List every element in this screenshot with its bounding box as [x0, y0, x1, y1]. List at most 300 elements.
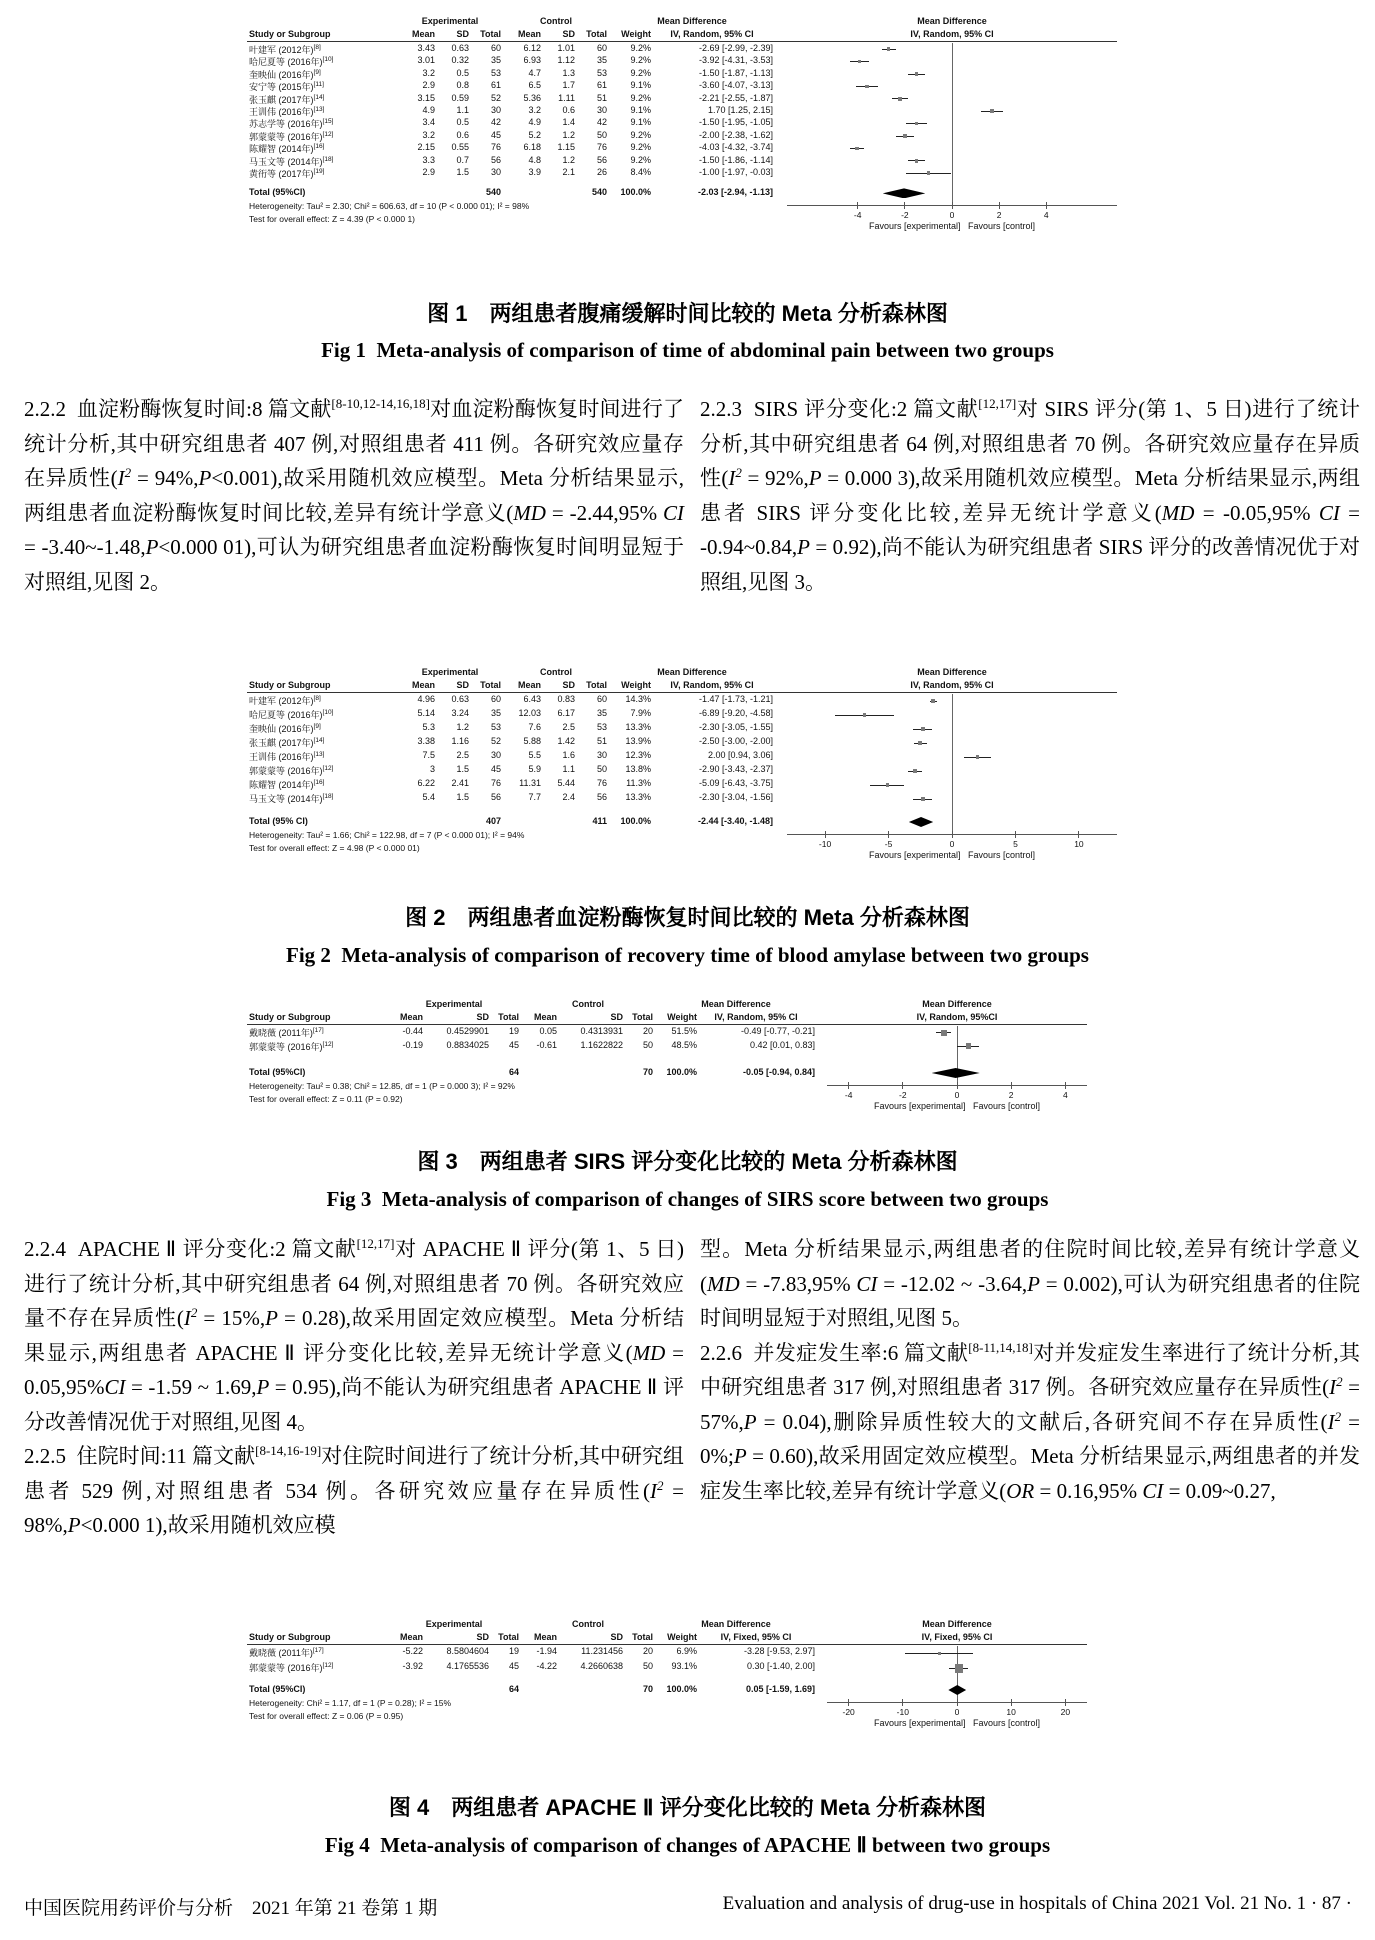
math-exponent: 2	[656, 1477, 664, 1493]
cell: 30	[596, 105, 607, 115]
text-column-2-right	[700, 1232, 1360, 1508]
cell: 9.2%	[630, 92, 651, 103]
math-var: I	[117, 466, 125, 490]
overall-test-text: Test for overall effect: Z = 4.39 (P < 0.000 1)	[249, 213, 415, 224]
cell: 3.3	[422, 154, 435, 165]
cell: 12.03	[518, 708, 541, 718]
forest-row	[247, 708, 1117, 722]
citation-ref: [13]	[313, 751, 325, 758]
forest-row	[247, 117, 1117, 129]
citation-ref: [14]	[313, 737, 325, 744]
effect-square	[858, 60, 862, 64]
total-ci: -2.03 [-2.94, -1.13]	[697, 187, 773, 198]
col-header: SD	[610, 1012, 623, 1022]
math-var: P	[67, 1513, 81, 1537]
citation-ref: [8]	[313, 44, 321, 51]
journal-footer-zh: 中国医院用药评价与分析 2021 年第 21 卷第 1 期	[24, 1898, 438, 1919]
citation-ref: [14]	[313, 93, 325, 101]
cell: 48.5%	[671, 1039, 697, 1050]
study-label: 哈尼夏等 (2016年)	[249, 57, 323, 68]
study-name	[249, 117, 395, 130]
col-header: Study or Subgroup	[249, 1632, 331, 1642]
axis-tick-label: -2	[901, 210, 909, 221]
cell: -2.00 [-2.38, -1.62]	[698, 129, 773, 140]
heterogeneity-text: Heterogeneity: Tau² = 1.66; Chi² = 122.98, df = 7 (P < 0.000 01); I² = 94%	[249, 830, 525, 840]
cell: 60	[490, 43, 501, 53]
cell: 5.5	[528, 750, 541, 760]
cell: 56	[490, 792, 501, 802]
col-header: Mean	[411, 29, 435, 39]
cell: -0.44	[402, 1026, 423, 1036]
col-header: Study or Subgroup	[249, 680, 331, 690]
text-run: = 0.04),删除异质性较大的文献后,各研究间不存在异质性(	[756, 1409, 1328, 1434]
cell: 1.2	[562, 154, 575, 165]
cell: 51	[596, 736, 607, 746]
cell: 2.41	[451, 778, 469, 788]
cell: 4.8	[528, 154, 541, 165]
study-label: 王训伟 (2016年)	[249, 107, 314, 117]
plot-effect-header: IV, Random, 95% CI	[910, 29, 994, 39]
effect-square	[976, 755, 980, 759]
cell: 1.5	[456, 167, 469, 177]
col-header: Mean	[399, 1012, 423, 1022]
citation-ref: [10]	[322, 56, 334, 64]
col-header: SD	[562, 29, 575, 39]
paragraph	[700, 1232, 1360, 1336]
math-var: CI	[1142, 1478, 1164, 1503]
col-group-mean-difference-plot: Mean Difference	[917, 667, 987, 677]
cell: 1.2	[456, 722, 469, 732]
cell: 51	[596, 92, 607, 103]
total-n-experimental: 64	[508, 1684, 519, 1694]
cell: 9.2%	[630, 43, 651, 53]
col-header: Total	[632, 1012, 653, 1022]
total-ci: -2.44 [-3.40, -1.48]	[697, 816, 773, 826]
col-group-mean-difference-plot: Mean Difference	[917, 16, 987, 26]
col-group-experimental: Experimental	[421, 16, 479, 26]
axis-tick-label: 10	[1074, 839, 1084, 849]
total-n-control: 540	[591, 187, 607, 198]
axis-tick-label: 0	[949, 210, 955, 221]
cell: 4.2660638	[580, 1661, 623, 1671]
header-rule	[247, 1644, 1087, 1645]
study-name	[249, 778, 395, 791]
effect-square	[921, 797, 925, 801]
cell: 1.5	[456, 764, 469, 774]
col-header: Mean	[533, 1632, 557, 1642]
col-header: Total	[498, 1012, 519, 1022]
math-var: MD	[707, 1271, 740, 1296]
col-header: Mean	[411, 680, 435, 690]
citation-ref: [17]	[312, 1647, 324, 1654]
col-group-experimental: Experimental	[425, 1619, 483, 1629]
text-run: = 0.92),尚不能认为研究组患者 SIRS 评分的改善情况优于对照组,见图 3。	[700, 535, 1360, 594]
axis-tick	[848, 1699, 849, 1706]
cell: 3.24	[451, 708, 469, 718]
math-var: P	[797, 535, 810, 559]
cell: 9.1%	[630, 105, 651, 115]
plot-effect-header: IV, Random, 95% CI	[910, 680, 994, 690]
col-group-control: Control	[572, 1619, 604, 1629]
cell: 42	[596, 117, 607, 128]
effect-square	[955, 1664, 963, 1672]
effect-square	[966, 1043, 972, 1049]
cell: 13.8%	[625, 764, 651, 774]
col-header: Total	[586, 29, 607, 39]
cell: -2.50 [-3.00, -2.00]	[698, 736, 773, 746]
cell: 7.6	[528, 722, 541, 732]
cell: 1.6	[562, 750, 575, 760]
total-label: Total (95% CI)	[249, 816, 308, 826]
text-run: = 0%;	[700, 1409, 1361, 1468]
cell: -5.09 [-6.43, -3.75]	[698, 778, 773, 788]
effect-square	[903, 134, 907, 138]
math-var: P	[265, 1306, 278, 1330]
effect-square	[886, 783, 890, 787]
cell: 6.43	[523, 694, 541, 704]
study-name	[249, 68, 395, 81]
col-group-mean-difference-plot: Mean Difference	[922, 999, 992, 1009]
study-name	[249, 694, 395, 707]
axis-tick-label: 4	[1062, 1090, 1068, 1100]
axis-tick	[1011, 1699, 1012, 1706]
effect-square	[855, 147, 859, 151]
fig1-caption-en: Fig 1 Meta-analysis of comparison of time of abdominal pain between two groups	[321, 338, 1054, 362]
col-group-mean-difference-plot: Mean Difference	[922, 1619, 992, 1629]
axis-tick-label: -2	[899, 1090, 907, 1100]
text-run: 对 SIRS 评分(第 1、5 日)进行了统计分析,其中研究组患者 64 例,对照组患者 70 例。各研究效应量存在异质性(	[700, 397, 1360, 490]
cell: 0.63	[451, 694, 469, 704]
citation-ref: [8]	[313, 695, 321, 702]
forest-row	[247, 736, 1117, 750]
cell: 35	[596, 55, 607, 66]
text-run: = 0.28),故采用固定效应模型。Meta 分析结果显示,两组患者 APACHE Ⅱ 评分变化比较,差异无统计学意义(	[24, 1306, 685, 1365]
fig3-caption-zh: 图 3 两组患者 SIRS 评分变化比较的 Meta 分析森林图	[417, 1149, 958, 1174]
study-label: 哈尼夏等 (2016年)	[249, 710, 323, 720]
cell: 0.8	[456, 80, 469, 91]
total-weight: 100.0%	[666, 1684, 697, 1694]
citation-ref: [16]	[313, 143, 325, 151]
total-weight: 100.0%	[620, 187, 651, 198]
cell: 60	[596, 43, 607, 53]
cell: 45	[508, 1661, 519, 1671]
text-run: = 92%,	[741, 466, 809, 490]
col-group-mean-difference-text: Mean Difference	[657, 16, 727, 26]
cell: 50	[642, 1661, 653, 1671]
cell: 53	[596, 722, 607, 732]
effect-square	[898, 97, 902, 101]
axis-tick-label: -4	[853, 210, 862, 221]
col-group-mean-difference-text: Mean Difference	[701, 1619, 771, 1629]
total-label: Total (95%CI)	[249, 1067, 306, 1077]
cell: 45	[508, 1039, 519, 1050]
cell: 8.4%	[630, 167, 651, 177]
cell: 0.6	[456, 129, 469, 140]
cell: 5.36	[523, 92, 541, 103]
axis-tick	[1065, 1699, 1066, 1706]
text-run: = 0.05,95%	[24, 1340, 684, 1399]
text-column-2-left	[24, 1232, 684, 1543]
cell: 53	[490, 67, 501, 78]
col-group-control: Control	[572, 999, 604, 1009]
cell: -0.49 [-0.77, -0.21]	[740, 1026, 815, 1036]
col-header: SD	[610, 1632, 623, 1642]
fig2-caption-zh: 图 2 两组患者血淀粉酶恢复时间比较的 Meta 分析森林图	[405, 905, 970, 930]
col-header: SD	[456, 680, 469, 690]
heterogeneity-text: Heterogeneity: Chi² = 1.17, df = 1 (P = 0.28); I² = 15%	[249, 1698, 452, 1708]
cell: 1.7	[562, 80, 575, 91]
citation-ref: [8-14,16-19]	[255, 1443, 322, 1458]
cell: 60	[490, 694, 501, 704]
forest-row	[247, 142, 1117, 154]
cell: 1.4	[562, 117, 575, 128]
cell: 5.14	[417, 708, 435, 718]
cell: -1.50 [-1.87, -1.13]	[698, 67, 773, 78]
cell: 4.7	[528, 67, 541, 78]
citation-ref: [16]	[313, 779, 325, 786]
col-group-experimental: Experimental	[425, 999, 483, 1009]
paragraph	[700, 392, 1360, 599]
effect-square	[918, 741, 922, 745]
axis-tick	[957, 1082, 958, 1089]
text-run: <0.001),故采用随机效应模型。Meta 分析结果显示,两组患者血淀粉酶恢复时间比较,差异有统计学意义(	[24, 466, 684, 525]
text-run: = 0.09~0.27,	[1163, 1478, 1276, 1503]
cell: 30	[490, 105, 501, 115]
axis-tick	[1078, 831, 1079, 838]
citation-ref: [12]	[322, 1040, 334, 1048]
cell: 0.8834025	[446, 1039, 489, 1050]
forest-row	[247, 1026, 1087, 1040]
cell: 53	[490, 722, 501, 732]
math-exponent: 2	[190, 1305, 198, 1320]
cell: 1.1	[456, 105, 469, 115]
col-header: Weight	[621, 680, 651, 690]
cell: 1.12	[557, 55, 575, 66]
cell: 5.3	[422, 722, 435, 732]
cell: -1.47 [-1.73, -1.21]	[698, 694, 773, 704]
math-var: CI	[663, 500, 684, 525]
cell: 6.17	[557, 708, 575, 718]
cell: 76	[490, 142, 501, 153]
cell: 7.5	[422, 750, 435, 760]
text-run: 2.2.3 SIRS 评分变化:2 篇文献	[700, 397, 979, 421]
text-run: = -0.94~0.84,	[700, 500, 1360, 559]
favours-label: Favours [experimental] Favours [control]	[868, 221, 1036, 232]
cell: 6.12	[523, 43, 541, 53]
axis-tick	[999, 202, 1000, 209]
axis-tick-label: 0	[954, 1090, 960, 1100]
col-header: Total	[632, 1632, 653, 1642]
citation-ref: [13]	[313, 106, 325, 113]
math-var: MD	[1161, 500, 1195, 525]
study-name	[249, 1646, 385, 1659]
cell: 9.1%	[630, 80, 651, 91]
cell: 2.9	[422, 167, 435, 177]
text-run: <0.000 1),故采用随机效应模	[80, 1513, 336, 1537]
text-run: = 15%,	[197, 1306, 266, 1330]
cell: 0.83	[557, 694, 575, 704]
cell: 9.2%	[630, 154, 651, 165]
summary-diamond	[883, 188, 926, 198]
effect-square	[913, 769, 917, 773]
cell: 14.3%	[625, 694, 651, 704]
effect-square	[915, 72, 919, 76]
axis-tick	[952, 202, 953, 209]
col-header: IV, Random, 95% CI	[670, 29, 754, 39]
cell: 0.59	[451, 92, 469, 103]
study-label: 叶建军 (2012年)	[249, 696, 314, 706]
study-label: 戴晓薇 (2011年)	[249, 1648, 313, 1658]
forest-plot-fig4	[247, 1618, 1107, 1734]
total-n-control: 70	[642, 1067, 653, 1077]
math-var: P	[1027, 1271, 1040, 1296]
math-var: CI	[856, 1271, 878, 1296]
overall-test-text: Test for overall effect: Z = 0.11 (P = 0.92)	[249, 1093, 403, 1104]
fig2-caption-en: Fig 2 Meta-analysis of comparison of recovery time of blood amylase between two groups	[286, 943, 1089, 967]
text-run: 2.2.5 住院时间:11 篇文献	[24, 1444, 256, 1468]
col-header: IV, Random, 95% CI	[670, 680, 754, 690]
cell: 6.22	[417, 778, 435, 788]
citation-ref: [15]	[322, 118, 334, 126]
math-var: P	[808, 466, 822, 490]
total-n-control: 70	[642, 1684, 653, 1694]
text-run: = -0.05,95%	[1194, 500, 1319, 525]
study-name	[249, 1026, 385, 1039]
cell: -0.61	[536, 1039, 557, 1050]
study-label: 安宁等 (2015年)	[249, 82, 314, 93]
cell: 6.5	[528, 80, 541, 91]
total-n-experimental: 540	[485, 187, 501, 198]
math-var: I	[1327, 1409, 1335, 1434]
axis-tick-label: 2	[996, 210, 1002, 221]
cell: 1.2	[562, 129, 575, 140]
paragraph	[24, 1232, 684, 1439]
cell: 4.9	[528, 117, 541, 128]
text-run: = 0.95),尚不能认为研究组患者 APACHE Ⅱ 评分改善情况优于对照组,见图 4。	[24, 1375, 684, 1434]
cell: -3.28 [-9.53, 2.97]	[743, 1646, 815, 1656]
text-run: = -7.83,95%	[739, 1271, 857, 1296]
text-run: 2.2.4 APACHE Ⅱ 评分变化:2 篇文献	[24, 1237, 357, 1261]
cell: -4.22	[536, 1661, 557, 1671]
forest-row	[247, 55, 1117, 67]
citation-ref: [18]	[322, 155, 334, 163]
math-exponent: 2	[1334, 1408, 1342, 1424]
forest-plot-fig3	[247, 998, 1107, 1117]
text-run: 对并发症发生率进行了统计分析,其中研究组患者 317 例,对照组患者 317 例。各研究效应量存在异质性(	[700, 1340, 1360, 1399]
cell: 1.1	[562, 764, 575, 774]
math-exponent: 2	[735, 465, 742, 480]
cell: 9.2%	[630, 55, 651, 66]
citation-ref: [12]	[322, 1662, 334, 1669]
text-column-1-right	[700, 392, 1360, 599]
favours-label: Favours [experimental] Favours [control]	[868, 850, 1036, 860]
forest-row	[247, 43, 1117, 55]
col-group-mean-difference-text: Mean Difference	[657, 667, 727, 677]
effect-square	[927, 171, 930, 174]
col-header: Total	[498, 1632, 519, 1642]
axis-tick-label: -20	[842, 1707, 855, 1717]
axis-tick-label: 10	[1006, 1707, 1016, 1717]
math-var: P	[145, 535, 159, 559]
forest-row	[247, 167, 1117, 179]
citation-ref: [12,17]	[978, 396, 1017, 411]
study-name	[249, 105, 395, 118]
cell: 50	[596, 129, 607, 140]
cell: 4.9	[422, 105, 435, 115]
cell: -1.94	[536, 1646, 557, 1656]
header-rule	[247, 1024, 1087, 1025]
cell: 35	[490, 55, 501, 66]
cell: 6.93	[523, 55, 541, 66]
axis-tick	[1011, 1082, 1012, 1089]
citation-ref: [12,17]	[356, 1236, 395, 1251]
col-header: Mean	[399, 1632, 423, 1642]
study-name	[249, 130, 395, 143]
cell: -2.30 [-3.05, -1.55]	[698, 722, 773, 732]
text-run: 2.2.2 血淀粉酶恢复时间:8 篇文献	[24, 397, 332, 421]
overall-test-text: Test for overall effect: Z = 4.98 (P < 0.000 01)	[249, 842, 420, 853]
col-header: SD	[476, 1012, 489, 1022]
cell: 30	[490, 167, 501, 177]
cell: 5.4	[422, 792, 435, 802]
cell: 0.4313931	[580, 1026, 623, 1036]
axis-tick-label: 2	[1008, 1090, 1014, 1100]
cell: 13.3%	[625, 722, 651, 732]
cell: 76	[596, 142, 607, 153]
cell: 93.1%	[671, 1661, 697, 1671]
cell: 0.63	[451, 43, 469, 53]
col-header: IV, Fixed, 95% CI	[720, 1632, 792, 1642]
cell: 56	[490, 154, 501, 165]
study-label: 郭蒙蒙等 (2016年)	[249, 1663, 323, 1673]
cell: -6.89 [-9.20, -4.58]	[698, 708, 773, 718]
cell: -4.03 [-4.32, -3.74]	[698, 142, 773, 153]
effect-square	[941, 1030, 947, 1036]
study-label: 王训伟 (2016年)	[249, 752, 314, 762]
study-label: 黄衎等 (2017年)	[249, 169, 314, 179]
cell: -3.92 [-4.31, -3.53]	[698, 55, 773, 66]
study-name	[249, 93, 395, 106]
study-name	[249, 55, 395, 68]
cell: 3.43	[417, 43, 435, 53]
citation-ref: [12]	[322, 130, 334, 138]
effect-square	[915, 159, 919, 163]
cell: 0.42 [0.01, 0.83]	[749, 1039, 815, 1050]
study-label: 郭蒙蒙等 (2016年)	[249, 131, 323, 142]
cell: 30	[490, 750, 501, 760]
cell: 20	[642, 1646, 653, 1656]
cell: -5.22	[402, 1646, 423, 1656]
text-run: = 98%,	[24, 1478, 684, 1537]
text-run: = -3.40~-1.48,	[24, 535, 146, 559]
cell: 1.11	[558, 92, 575, 103]
cell: 35	[596, 708, 607, 718]
total-n-experimental: 64	[508, 1067, 519, 1077]
summary-diamond	[932, 1068, 980, 1078]
forest-row	[247, 155, 1117, 167]
cell: 50	[642, 1039, 653, 1050]
cell: 56	[596, 792, 607, 802]
citation-ref: [11]	[313, 81, 324, 89]
forest-plot-fig1	[247, 15, 1137, 237]
cell: 52	[490, 736, 501, 746]
text-run: = -1.59 ~ 1.69,	[125, 1375, 257, 1399]
plot-effect-header: IV, Fixed, 95% CI	[921, 1632, 993, 1642]
cell: 5.9	[528, 764, 541, 774]
fig4-caption-en: Fig 4 Meta-analysis of comparison of changes of APACHE Ⅱ between two groups	[324, 1833, 1051, 1857]
effect-square	[915, 122, 919, 126]
cell: 6.9%	[676, 1646, 697, 1656]
